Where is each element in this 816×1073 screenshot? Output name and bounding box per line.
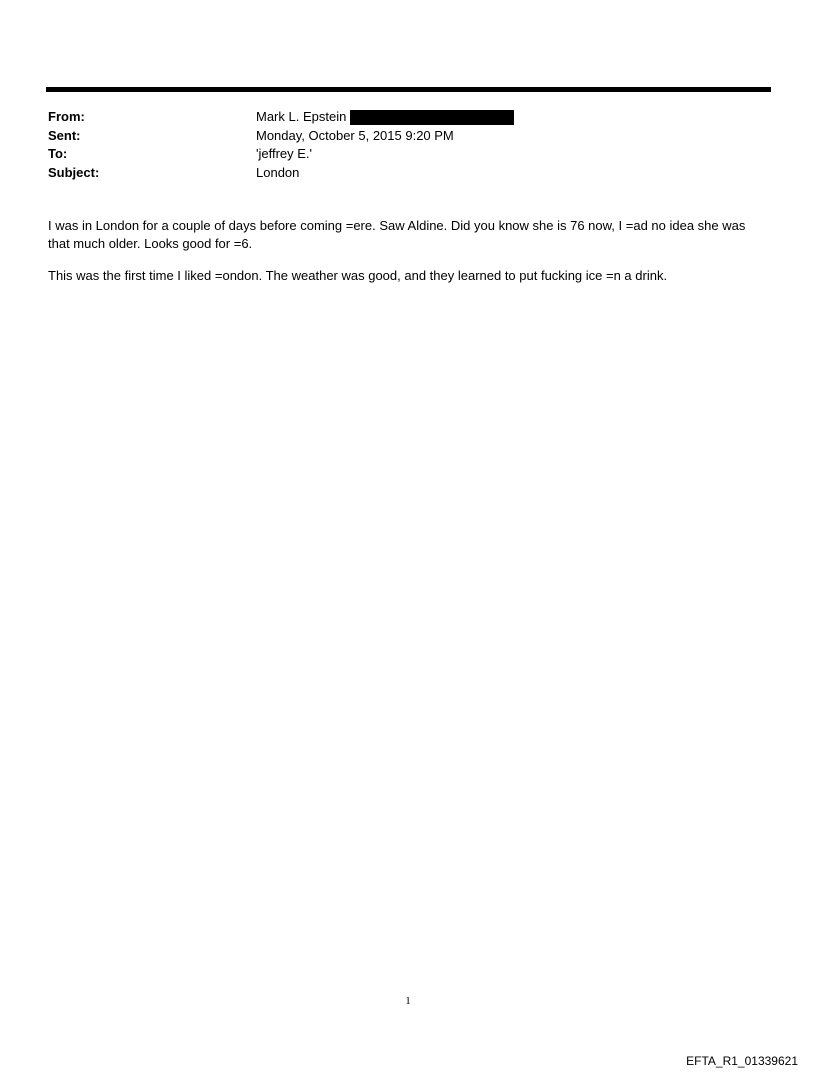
from-row <box>48 108 768 127</box>
from-label: From: <box>48 109 85 124</box>
body-paragraph: This was the first time I liked =ondon. The weather was good, and they learned to put fucking ice =n a drink. <box>48 268 668 283</box>
sent-row <box>48 127 768 146</box>
bates-number: EFTA_R1_01339621 <box>686 1054 798 1068</box>
page-number: 1 <box>405 995 411 1007</box>
sent-label: Sent: <box>48 127 81 143</box>
header-divider <box>46 87 771 92</box>
subject-label: Subject: <box>48 164 100 180</box>
redaction-block <box>350 110 514 125</box>
to-value: 'jeffrey E.' <box>256 146 313 161</box>
body-paragraph: I was in London for a couple of days before coming =ere. Saw Aldine. Did you know she is 76 now, I =ad no idea she was that much older. Looks good for =6. <box>48 218 746 251</box>
sent-value: Monday, October 5, 2015 9:20 PM <box>256 127 454 143</box>
email-body <box>48 217 768 300</box>
to-label: To: <box>48 146 68 161</box>
from-value <box>256 108 514 127</box>
subject-value: London <box>256 164 300 180</box>
email-header <box>48 108 768 182</box>
subject-row <box>48 164 768 183</box>
to-row <box>48 145 768 164</box>
sender-name: Mark L. Epstein <box>256 109 347 124</box>
